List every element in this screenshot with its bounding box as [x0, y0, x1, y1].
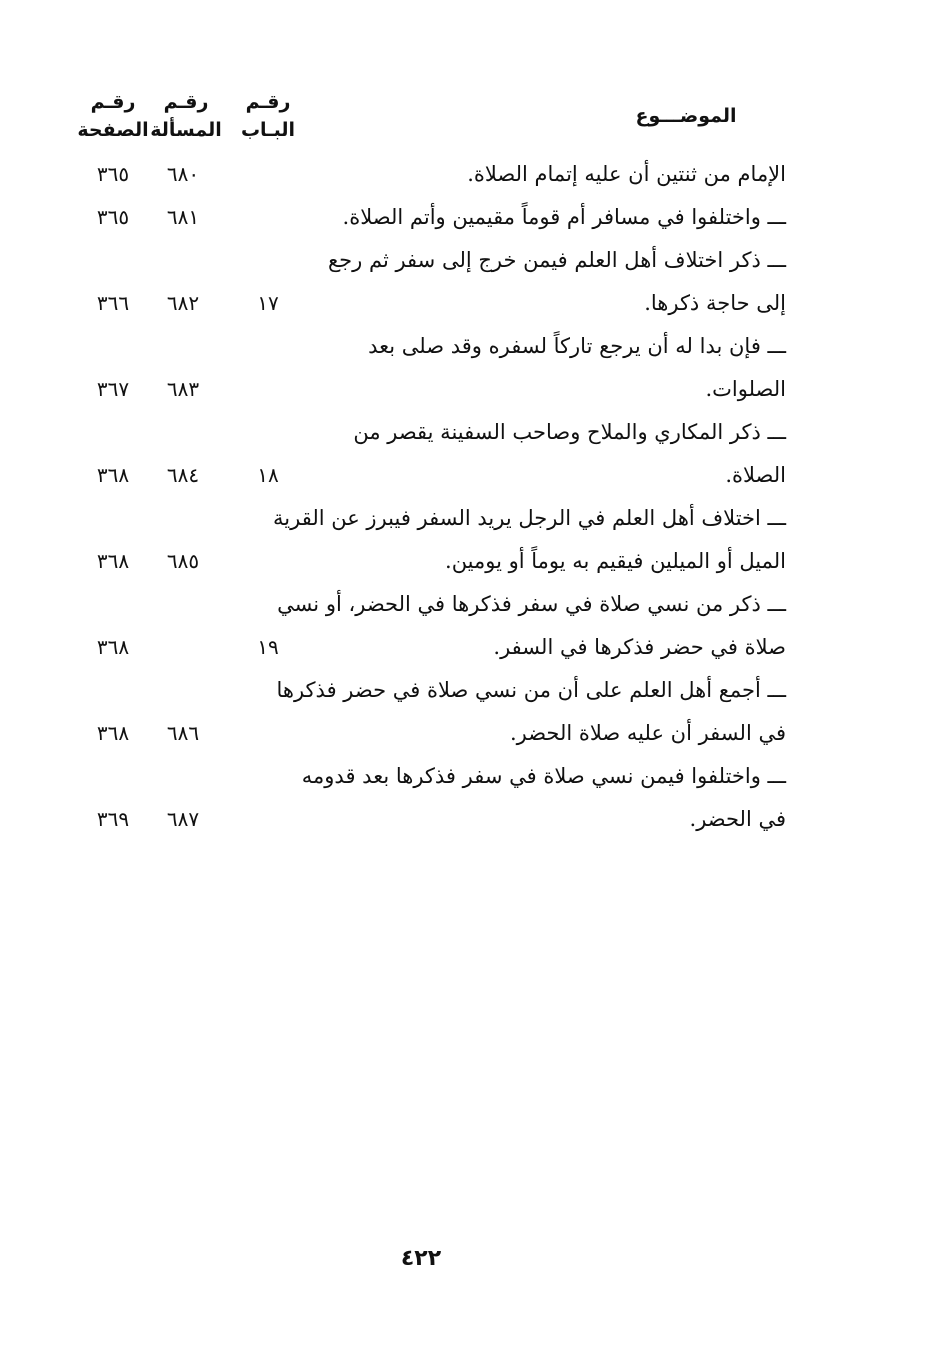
masala-number	[150, 626, 216, 668]
bab-number	[236, 798, 300, 840]
masala-number: ٦٨٥	[166, 549, 200, 573]
topic-text: الصلوات.	[705, 377, 786, 401]
bab-number	[236, 669, 300, 711]
topic-text: الميل أو الميلين فيقيم به يوماً أو يومين.	[445, 549, 786, 573]
bab-number	[236, 153, 300, 195]
safha-number: ٣٦٩	[96, 807, 130, 831]
safha-number: ٣٦٦	[96, 291, 130, 315]
header-masala-line2: المسألة	[150, 119, 222, 141]
bab-number	[236, 239, 300, 281]
masala-number: ٦٨٤	[166, 463, 200, 487]
masala-number: ٦٨٢	[166, 291, 200, 315]
masala-number	[150, 669, 216, 711]
topic-text: ـــ واختلفوا في مسافر أم قوماً مقيمين وأتم الصلاة.	[342, 205, 786, 229]
topic-text: ـــ ذكر اختلاف أهل العلم فيمن خرج إلى سفر ثم رجع	[328, 248, 786, 272]
masala-number	[150, 239, 216, 281]
bab-number	[236, 755, 300, 797]
bab-number	[236, 712, 300, 754]
header-topic-label: الموضـــوع	[635, 105, 737, 127]
bab-number	[236, 196, 300, 238]
bab-number: ١٨	[257, 463, 279, 487]
safha-number	[78, 497, 148, 539]
safha-number: ٣٦٨	[96, 549, 130, 573]
topic-text: ـــ واختلفوا فيمن نسي صلاة في سفر فذكرها بعد قدومه	[301, 764, 786, 788]
topic-text: ـــ ذكر المكاري والملاح وصاحب السفينة يقصر من	[353, 420, 786, 444]
masala-number: ٦٨١	[166, 205, 200, 229]
topic-text: ـــ فإن بدا له أن يرجع تاركاً لسفره وقد صلى بعد	[368, 334, 786, 358]
topic-text: في السفر أن عليه صلاة الحضر.	[509, 721, 786, 745]
bab-number	[236, 583, 300, 625]
topic-text: الإمام من ثنتين أن عليه إتمام الصلاة.	[467, 162, 786, 186]
header-safha-line1: رقـم	[90, 91, 136, 113]
masala-number	[150, 325, 216, 367]
safha-number: ٣٦٥	[96, 205, 130, 229]
page-number: ٤٢٢	[400, 1246, 442, 1271]
safha-number: ٣٦٥	[96, 162, 130, 186]
header-bab-line1: رقـم	[245, 91, 291, 113]
safha-number: ٣٦٧	[96, 377, 130, 401]
masala-number: ٦٨٠	[166, 162, 200, 186]
masala-number	[150, 583, 216, 625]
masala-number: ٦٨٣	[166, 377, 200, 401]
topic-text: الصلاة.	[725, 463, 786, 487]
bab-number	[236, 497, 300, 539]
bab-number	[236, 411, 300, 453]
safha-number	[78, 239, 148, 281]
header-bab	[236, 88, 300, 144]
header-bab-line2: البـاب	[240, 119, 296, 141]
header-masala	[150, 88, 222, 144]
topic-text: في الحضر.	[689, 807, 786, 831]
safha-number: ٣٦٨	[96, 463, 130, 487]
masala-number	[150, 497, 216, 539]
bab-number	[236, 325, 300, 367]
masala-number	[150, 755, 216, 797]
bab-number	[236, 540, 300, 582]
topic-text: صلاة في حضر فذكرها في السفر.	[493, 635, 786, 659]
safha-number	[78, 583, 148, 625]
bab-number: ١٩	[257, 635, 279, 659]
masala-number: ٦٨٦	[166, 721, 200, 745]
header-topic	[626, 102, 746, 130]
safha-number	[78, 669, 148, 711]
topic-text: إلى حاجة ذكرها.	[644, 291, 786, 315]
topic-text: ـــ اختلاف أهل العلم في الرجل يريد السفر فيبرز عن القرية	[273, 506, 786, 530]
topic-text: ـــ ذكر من نسي صلاة في سفر فذكرها في الحضر، أو نسي	[277, 592, 786, 616]
safha-number: ٣٦٨	[96, 721, 130, 745]
header-safha-line2: الصفحة	[77, 119, 149, 141]
bab-number	[236, 368, 300, 410]
safha-number	[78, 755, 148, 797]
topic-text: ـــ أجمع أهل العلم على أن من نسي صلاة في حضر فذكرها	[276, 678, 786, 702]
masala-number	[150, 411, 216, 453]
safha-number	[78, 411, 148, 453]
safha-number	[78, 325, 148, 367]
bab-number: ١٧	[257, 291, 279, 315]
header-masala-line1: رقـم	[163, 91, 209, 113]
header-safha	[76, 88, 150, 144]
safha-number: ٣٦٨	[96, 635, 130, 659]
masala-number: ٦٨٧	[166, 807, 200, 831]
